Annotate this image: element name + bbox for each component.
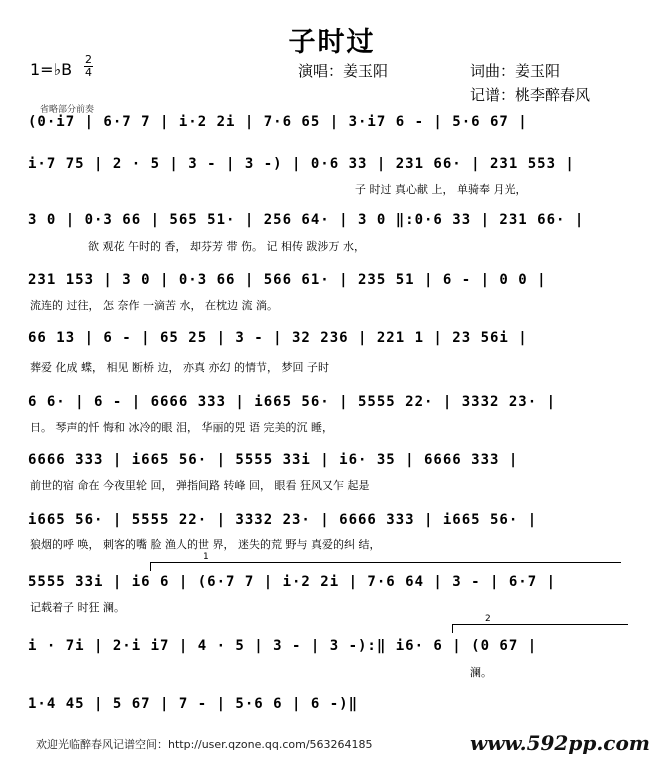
lyric-row-8: 狼烟的呼 唤， 刺客的嘴 脸 渔人的世 界， 迷失的荒 野与 真爱的纠 结，	[30, 538, 381, 551]
notation-row-9: 5555 33i | i6 6 | (6·7 7 | i·2 2i | 7·6 64 | 3 - | 6·7 |	[28, 574, 557, 590]
singer-credit: 演唱：姜玉阳	[298, 62, 389, 80]
volta-bracket-1	[150, 562, 621, 571]
volta-bracket-2	[452, 624, 628, 633]
time-signature	[84, 54, 93, 79]
lyric-row-10: 澜。	[470, 666, 492, 679]
lyric-row-2: 子 时过 真心献 上， 单骑奉 月光，	[355, 183, 527, 196]
composer-credit: 词曲：姜玉阳	[470, 62, 561, 80]
lyric-row-3: 欲 观花 午时的 香， 却芬芳 带 伤。 记 相传 跋涉万 水，	[88, 240, 365, 253]
notation-row-1: (0·i7 | 6·7 7 | i·2 2i | 7·6 65 | 3·i7 6 - | 5·6 67 |	[28, 114, 528, 130]
lyric-row-5: 葬爱 化成 蝶， 相见 断桥 边， 亦真 亦幻 的情节， 梦回 子时	[30, 361, 329, 374]
notation-row-4: 231 153 | 3 0 | 0·3 66 | 566 61· | 235 51 | 6 - | 0 0 |	[28, 272, 547, 288]
notation-row-6: 6 6· | 6 - | 6666 333 | i665 56· | 5555 22· | 3332 23· |	[28, 394, 557, 410]
lyric-row-7: 前世的宿 命在 今夜里轮 回， 弹指间路 转峰 回， 眼看 狂风又乍 起是	[30, 479, 370, 492]
notation-row-8: i665 56· | 5555 22· | 3332 23· | 6666 333 | i665 56· |	[28, 512, 538, 528]
notation-row-10: i · 7i | 2·i i7 | 4 · 5 | 3 - | 3 -):‖ i6· 6 | (0 67 |	[28, 638, 538, 654]
notation-row-3: 3 0 | 0·3 66 | 565 51· | 256 64· | 3 0 ‖:0·6 33 | 231 66· |	[28, 212, 585, 228]
song-title: 子时过	[288, 27, 376, 58]
site-watermark: www.592pp.com	[470, 731, 650, 755]
lyric-row-6: 日。 琴声的忏 悔和 冰冷的眼 泪， 华丽的兕 语 完美的沉 睡，	[30, 421, 333, 434]
meter-bottom: 4	[85, 66, 92, 79]
volta-number-1: 1	[203, 552, 209, 562]
lyric-row-4: 流连的 过往， 怎 奈作 一滴苦 水， 在枕边 流 淌。	[30, 299, 278, 312]
volta-number-2: 2	[485, 614, 491, 624]
notation-row-2: i·7 75 | 2 · 5 | 3 - | 3 -) | 0·6 33 | 231 66· | 231 553 |	[28, 156, 575, 172]
footer-credit: 欢迎光临醉春风记谱空间：http://user.qzone.qq.com/563264185	[36, 738, 373, 751]
notation-row-7: 6666 333 | i665 56· | 5555 33i | i6· 35 | 6666 333 |	[28, 452, 519, 468]
transcriber-credit: 记谱：桃李醉春风	[470, 86, 591, 104]
notation-row-5: 66 13 | 6 - | 65 25 | 3 - | 32 236 | 221 1 | 23 56i |	[28, 330, 528, 346]
key-signature: 1=♭B	[30, 60, 73, 79]
lyric-row-9: 记载着子 时狂 澜。	[30, 601, 125, 614]
intro-note: 省略部分前奏	[40, 105, 95, 115]
meter-top: 2	[85, 53, 92, 66]
notation-row-11: 1·4 45 | 5 67 | 7 - | 5·6 6 | 6 -)‖	[28, 696, 359, 712]
